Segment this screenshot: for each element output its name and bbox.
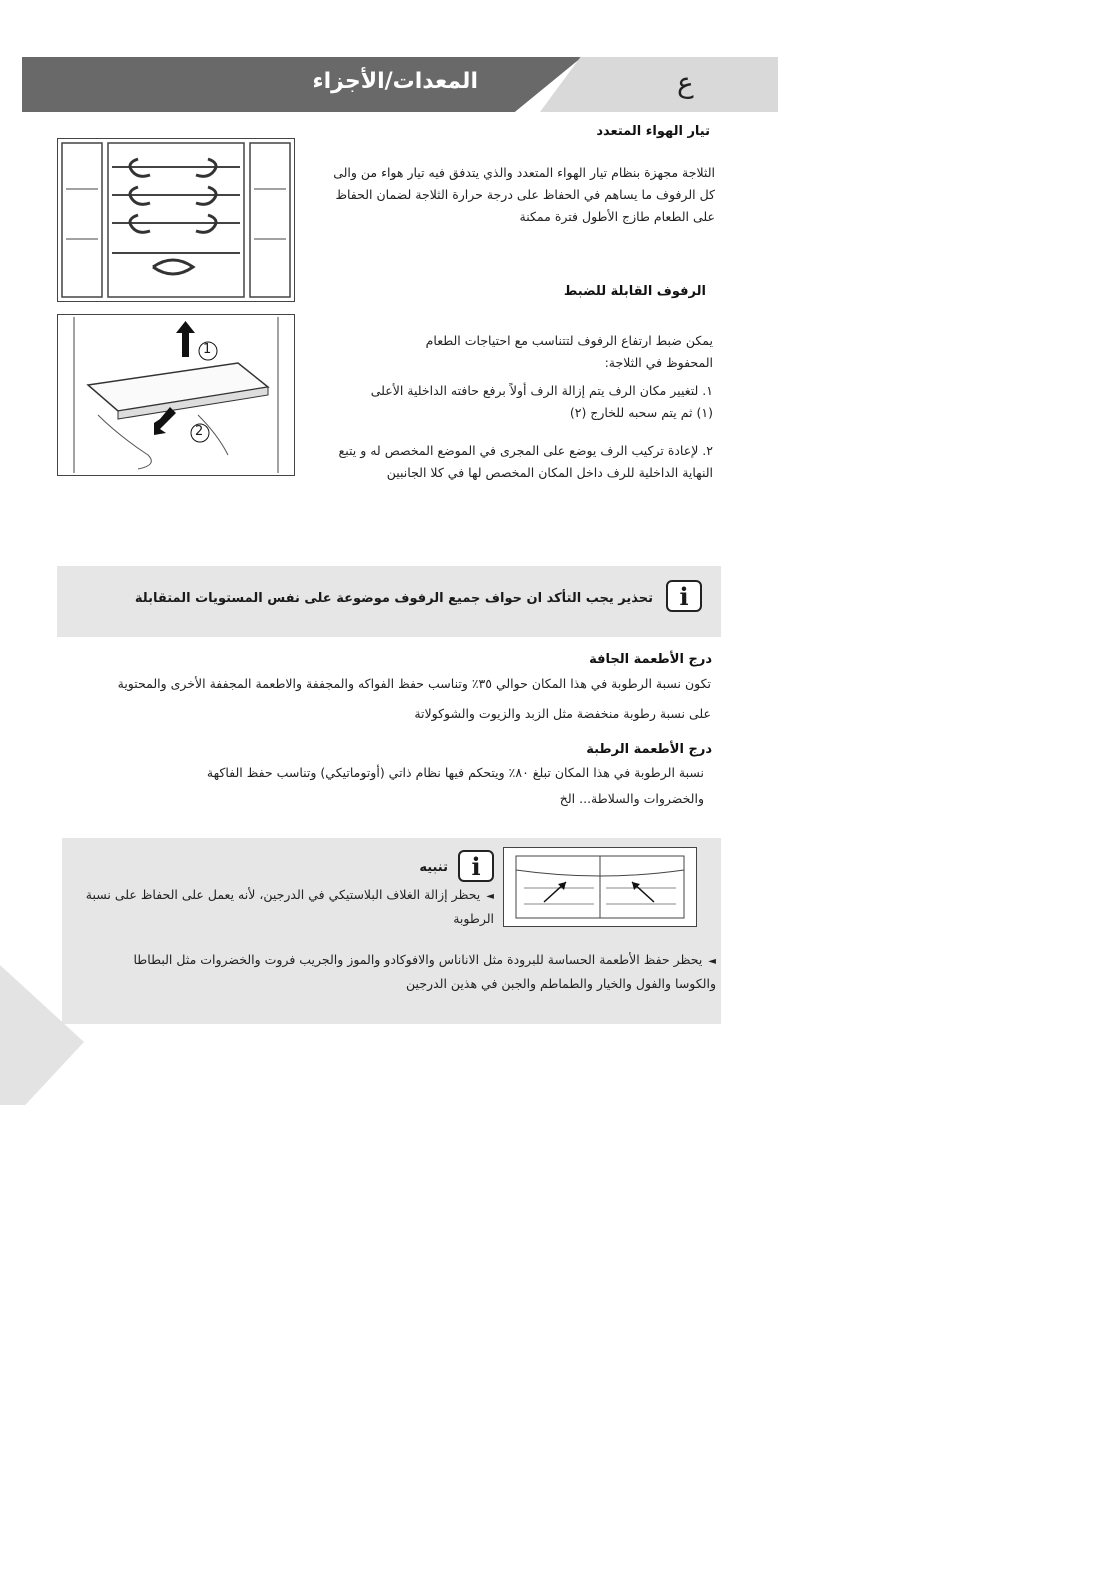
fridge-airflow-illustration <box>58 139 294 301</box>
notice-title: تنبيه <box>419 860 448 875</box>
shelves-step-2: ٢. لإعادة تركيب الرف يوضع على المجرى في الموضع المخصص له و يتبع النهاية الداخلية للرف داخل المكان المخصص لها في كلا الجانبين <box>338 443 713 480</box>
shelves-intro: يمكن ضبط ارتفاع الرفوف لتتناسب مع احتياجات الطعام المحفوظ في الثلاجة: <box>425 333 713 370</box>
drawer-figure <box>503 847 697 927</box>
dry-drawer-line-2: على نسبة رطوبة منخفضة مثل الزبد والزيوت والشوكولاتة <box>414 706 711 721</box>
moist-drawer-line-2: والخضروات والسلاطة... الخ <box>559 791 704 806</box>
notice-info-icon: i <box>458 850 494 882</box>
header-section-tab <box>540 57 778 112</box>
up-arrow-icon <box>176 321 195 357</box>
notice-item-2 <box>92 949 716 995</box>
warning-box <box>57 566 721 637</box>
section-letter: ع <box>677 66 694 99</box>
notice-item-1-text: يحظر إزالة الغلاف البلاستيكي في الدرجين، لأنه يعمل على الحفاظ على نسبة الرطوبة <box>85 887 494 926</box>
notice-item-2-text: يحظر حفظ الأطعمة الحساسة للبرودة مثل الاناناس والافوكادو والموز والجريب فروت والخضروات مثل البطاطا والكوسا والفول والخيار والطماطم والجبن في هذين الدرجين <box>133 952 716 991</box>
airflow-heading: تيار الهواء المتعدد <box>596 124 710 139</box>
notice-box <box>62 838 721 1024</box>
crisper-drawers-illustration <box>504 848 696 926</box>
shelf-removal-figure <box>57 314 295 476</box>
moist-drawer-line-1: نسبة الرطوبة في هذا المكان تبلغ ٨٠٪ ويتحكم فيها نظام ذاتي (أوتوماتيكي) وتناسب حفظ الفاكهة <box>206 765 704 780</box>
shelves-heading: الرفوف القابلة للضبط <box>563 284 706 299</box>
bullet-arrow-icon: ◄ <box>486 891 494 902</box>
bullet-arrow-icon: ◄ <box>708 956 716 967</box>
notice-item-1 <box>62 884 494 930</box>
header-bar <box>22 57 582 112</box>
shelves-step-1: ١. لتغيير مكان الرف يتم إزالة الرف أولاً برفع حافته الداخلية الأعلى (١) ثم يتم سحبه للخارج (٢) <box>370 383 713 420</box>
figure-label-2: 2 <box>195 424 204 439</box>
dry-drawer-heading: درج الأطعمة الجافة <box>589 652 712 667</box>
figure-label-1: 1 <box>203 342 212 357</box>
page-title: المعدات/الأجزاء <box>312 69 478 94</box>
shelf-removal-illustration <box>58 315 294 475</box>
dry-drawer-line-1: تكون نسبة الرطوبة في هذا المكان حوالي ٣٥٪ وتناسب حفظ الفواكه والمجففة والاطعمة المجففة الأخرى والمحتوية <box>117 676 711 691</box>
airflow-figure <box>57 138 295 302</box>
info-icon: i <box>666 580 702 612</box>
warning-text: تحذير يجب التأكد ان حواف جميع الرفوف موضوعة على نفس المستويات المتقابلة <box>134 591 653 606</box>
airflow-body: الثلاجة مجهزة بنظام تيار الهواء المتعدد والذي يتدفق فيه تيار هواء من والى كل الرفوف ما يساهم في الحفاظ على درجة حرارة الثلاجة لضمان الحفاظ على الطعام طازج الأطول فترة ممكنة <box>333 165 715 224</box>
moist-drawer-heading: درج الأطعمة الرطبة <box>586 742 712 757</box>
